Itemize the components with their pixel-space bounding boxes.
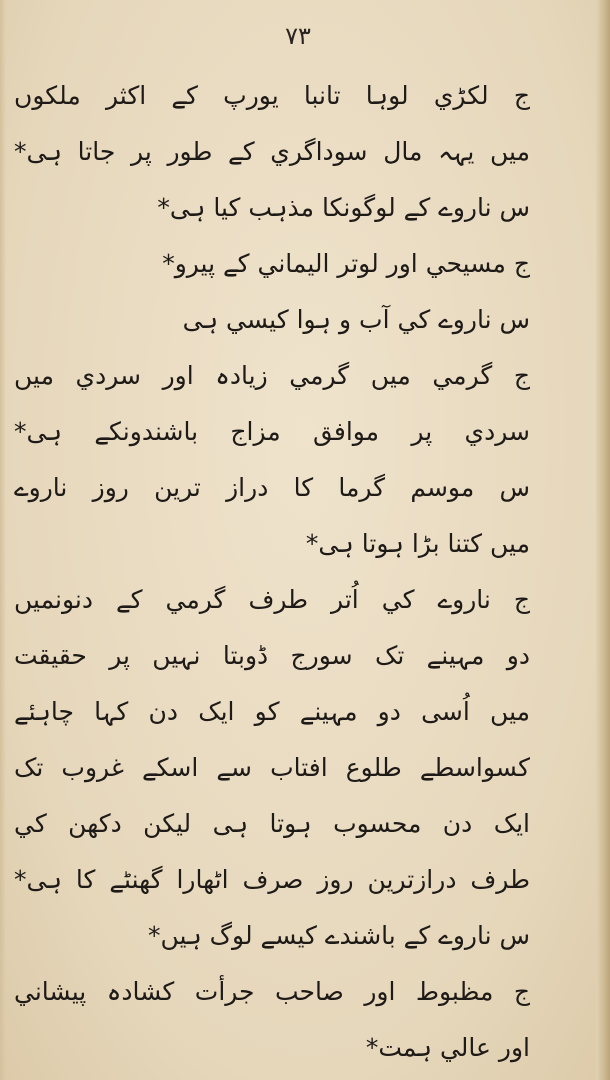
text-line: اور عالي ہمت* [365, 1033, 530, 1062]
text-line: ج مظبوط اور صاحب جرأت کشادہ پیشاني [14, 977, 530, 1006]
text-line: دو مہینے تک سورج ڈوبتا نہیں پر حقیقت [14, 641, 530, 670]
urdu-text-block [14, 68, 530, 1076]
text-line: ج ناروے کي اُتر طرف گرمي کے دنونمیں [14, 585, 530, 614]
text-line: ایک دن محسوب ہوتا ہی لیکن دکھن کي [14, 809, 530, 838]
text-line: س موسم گرما کا دراز ترین روز ناروے [14, 473, 530, 502]
text-line: میں یہہ مال سوداگري کے طور پر جاتا ہی* [14, 137, 530, 166]
page-right-edge [596, 0, 610, 1080]
page-number: ۷۳ [285, 22, 311, 50]
text-line: ج گرمي میں گرمي زیادہ اور سردي میں [14, 361, 530, 390]
text-line: ج مسیحي اور لوتر الیماني کے پیرو* [162, 249, 530, 278]
page-left-edge [0, 0, 6, 1080]
text-line: میں کتنا بڑا ہوتا ہی* [305, 529, 530, 558]
text-line: کسواسطے طلوع افتاب سے اسکے غروب تک [14, 753, 530, 782]
text-line: س ناروے کي آب و ہوا کیسي ہی [182, 305, 530, 334]
text-line: سردي پر موافق مزاج باشندونکے ہی* [14, 417, 530, 446]
text-line: طرف درازترین روز صرف اٹھارا گھنٹے کا ہی* [14, 865, 530, 894]
text-line: س ناروے کے باشندے کیسے لوگ ہیں* [148, 921, 530, 950]
text-line: س ناروے کے لوگونکا مذہب کیا ہی* [157, 193, 530, 222]
text-line: ج لکڑي لوہا تانبا یورپ کے اکثر ملکوں [14, 81, 530, 110]
text-line: میں اُسی دو مہینے کو ایک دن کہا چاہئے [14, 697, 530, 726]
